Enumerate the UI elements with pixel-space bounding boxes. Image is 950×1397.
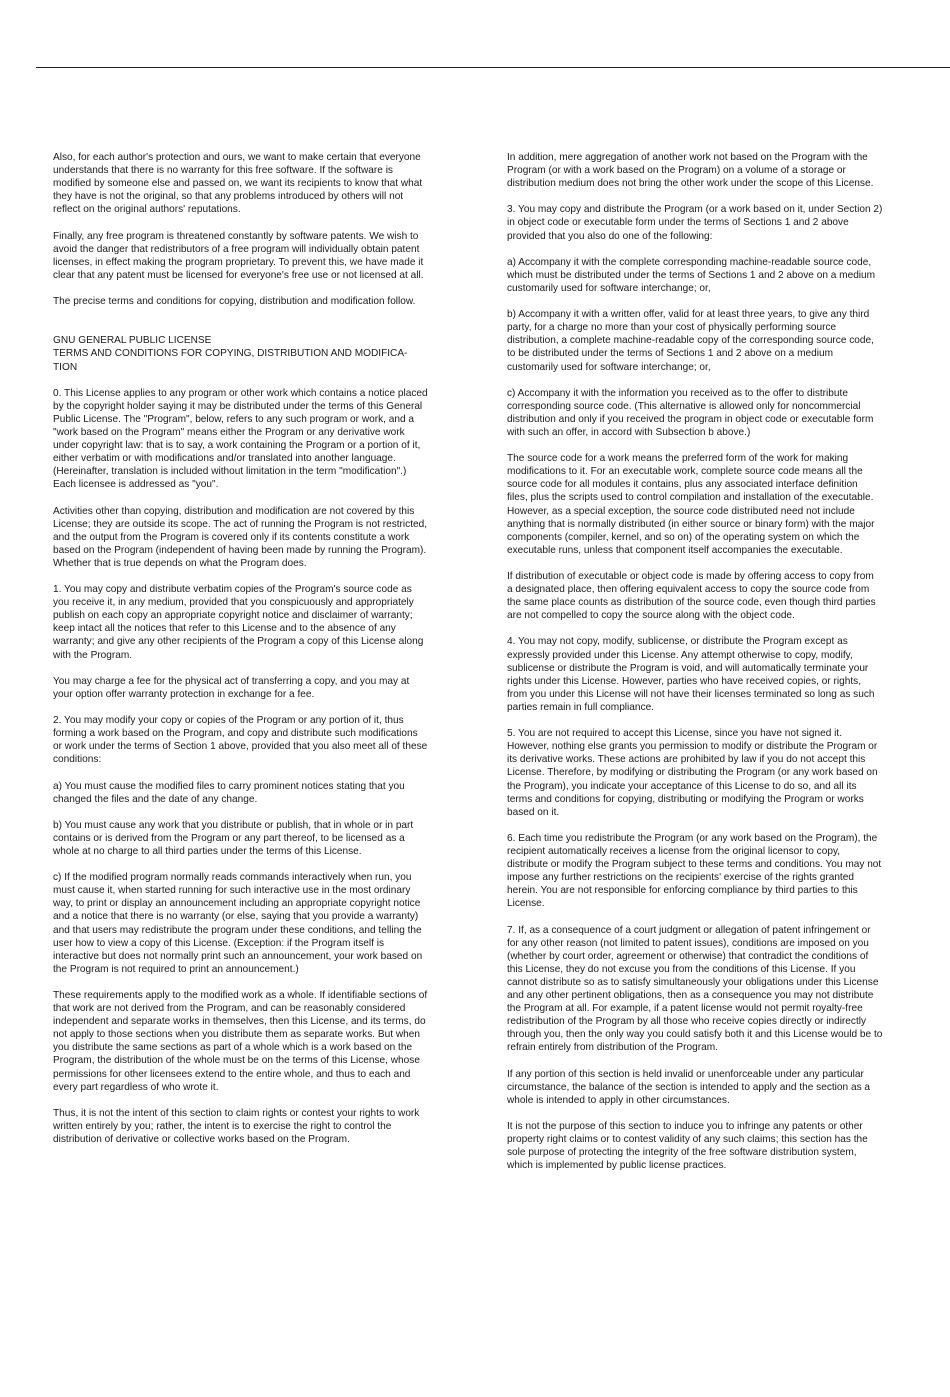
paragraph-section-3a: a) Accompany it with the complete corresponding machine-readable source code, which must be distributed under the terms of Sections 1 and 2 above on a medium customarily used for software interchange; or, (507, 256, 876, 294)
paragraph-invalid-portion: If any portion of this section is held invalid or unenforceable under any particular circumstance, the balance of the section is intended to apply and the section as a whole is intended to apply in other circumstances. (507, 1068, 871, 1106)
paragraph-section-1: 1. You may copy and distribute verbatim copies of the Program's source code as you receive it, in any medium, provided that you conspicuously and appropriately publish on each copy an appropriate copyright notice and disclaimer of warranty; keep intact all the notices that refer to this License and to the absence of any warranty; and give any other recipients of the Program a copy of this License along with the Program. (53, 584, 424, 661)
paragraph-author-protection: Also, for each author's protection and ours, we want to make certain that everyone understands that there is no warranty for this free software. If the software is modified by someone else and passed on, we want its recipients to know that what they have is not the original, so that any problems introduced by others will not reflect on the original authors' reputations. (53, 152, 423, 216)
paragraph-section-0: 0. This License applies to any program or other work which contains a notice placed by the copyright holder saying it may be distributed under the terms of this General Public License. The "Program", below, refers to any such program or work, and a "work based on the Program" means either the Program or any derivative work under copyright law: that is to say, a work containing the Program or a portion of it, either verbatim or with modifications and/or translated into another language. (Hereinafter, translation is included without limitation in the term "modification".) Each licensee is addressed as "you". (53, 387, 428, 491)
paragraph-section-4: 4. You may not copy, modify, sublicense, or distribute the Program except as expressly provided under this License. Any attempt otherwise to copy, modify, sublicense or distribute the Program is void, and will automatically terminate your rights under this License. However, parties who have received copies, or rights, from you under this License will not have their licenses terminated so long as such parties remain in full compliance. (507, 636, 875, 713)
paragraph-distribution-access: If distribution of executable or object code is made by offering access to copy from a designated place, then offering equivalent access to copy the source code from the same place counts as distribution of the source code, even though third parties are not compelled to copy the source along with the object code. (507, 571, 876, 622)
paragraph-section-3c: c) Accompany it with the information you received as to the offer to distribute corresponding source code. (This alternative is allowed only for noncommercial distribution and only if you received the program in object code or executable form with such an offer, in accord with Subsection b above.) (507, 387, 874, 438)
paragraph-precise-terms: The precise terms and conditions for copying, distribution and modification follow. (53, 296, 416, 308)
paragraph-section-3: 3. You may copy and distribute the Program (or a work based on it, under Section 2) in object code or executable form under the terms of Sections 1 and 2 above provided that you also do one of the following: (507, 204, 883, 242)
paragraph-section-3b: b) Accompany it with a written offer, valid for at least three years, to give any third party, for a charge no more than your cost of physically performing source distribution, a complete machine-readable copy of the corresponding source code, to be distributed under the terms of Sections 1 and 2 above on a medium customarily used for software interchange; or, (507, 309, 874, 373)
paragraph-section-2: 2. You may modify your copy or copies of the Program or any portion of it, thus forming a work based on the Program, and copy and distribute such modifications or work under the terms of Section 1 above, provided that you also meet all of these conditions: (53, 715, 428, 766)
paragraph-section-7: 7. If, as a consequence of a court judgment or allegation of patent infringement or for any other reason (not limited to patent issues), conditions are imposed on you (whether by court order, agreement or otherwise) that contradict the conditions of this License, they do not excuse you from the conditions of this License. If you cannot distribute so as to satisfy simultaneously your obligations under this License and any other pertinent obligations, then as a consequence you may not distribute the Program at all. For example, if a patent license would not permit royalty-free redistribution of the Program by all those who receive copies directly or indirectly through you, then the only way you could satisfy both it and this License would be to refrain entirely from distribution of the Program. (507, 924, 883, 1054)
paragraph-section-6: 6. Each time you redistribute the Program (or any work based on the Program), the recipient automatically receives a license from the original licensor to copy, distribute or modify the Program subject to these terms and conditions. You may not impose any further restrictions on the recipients' exercise of the rights granted herein. You are not responsible for enforcing compliance by third parties to this License. (507, 832, 882, 910)
header-rule (36, 67, 950, 68)
paragraph-section-2a: a) You must cause the modified files to carry prominent notices stating that you changed the files and the date of any change. (53, 780, 405, 805)
paragraph-source-code: The source code for a work means the preferred form of the work for making modifications to it. For an executable work, complete source code means all the source code for all modules it contains, plus any associated interface definition files, plus the scripts used to control compilation and installation of the executable. However, as a special exception, the source code distributed need not include anything that is normally distributed (in either source or binary form) with the major components (compiler, kernel, and so on) of the operating system on which the executable runs, unless that component itself accompanies the executable. (507, 453, 875, 556)
paragraph-section-2b: b) You must cause any work that you distribute or publish, that in whole or in part contains or is derived from the Program or any part thereof, to be licensed as a whole at no charge to all third parties under the terms of this License. (53, 819, 414, 857)
paragraph-aggregation: In addition, mere aggregation of another work not based on the Program with the Program (or with a work based on the Program) on a volume of a storage or distribution medium does not bring the other work under the scope of this License. (507, 152, 874, 190)
paragraph-section-2c: c) If the modified program normally reads commands interactively when run, you must cause it, when started running for such interactive use in the most ordinary way, to print or display an announcement including an appropriate copyright notice and a notice that there is no warranty (or else, saying that you provide a warranty) and that users may redistribute the program under these conditions, and telling the user how to view a copy of this License. (Exception: if the Program itself is interactive but does not normally print such an announcement, your work based on the Program is not required to print an announcement.) (53, 872, 423, 975)
paragraph-requirements: These requirements apply to the modified work as a whole. If identifiable sections of that work are not derived from the Program, and can be reasonably considered independent and separate works in themselves, then this License, and its terms, do not apply to those sections when you distribute them as separate works. But when you distribute the same sections as part of a whole which is a work based on the Program, the distribution of the whole must be on the terms of this License, whose permissions for other licensees extend to the entire whole, and thus to each and every part regardless of who wrote it. (53, 990, 428, 1093)
paragraph-software-patents: Finally, any free program is threatened constantly by software patents. We wish to avoid the danger that redistributors of a free program will individually obtain patent licenses, in effect making the program proprietary. To prevent this, we have made it clear that any patent must be licensed for everyone's free use or not licensed at all. (53, 230, 424, 281)
paragraph-section-5: 5. You are not required to accept this License, since you have not signed it. However, nothing else grants you permission to modify or distribute the Program or its derivative works. These actions are prohibited by law if you do not accept this License. Therefore, by modifying or distributing the Program (or any work based on the Program), you indicate your acceptance of this License to do so, and all its terms and conditions for copying, distributing or modifying the Program or works based on it. (507, 728, 878, 818)
right-column (507, 151, 925, 1185)
section-heading-terms: GNU GENERAL PUBLIC LICENSE TERMS AND CONDITIONS FOR COPYING, DISTRIBUTION AND MODIFICA- TION (53, 335, 408, 373)
paragraph-activities: Activities other than copying, distribution and modification are not covered by this License; they are outside its scope. The act of running the Program is not restricted, and the output from the Program is covered only if its contents constitute a work based on the Program (independent of having been made by running the Program). Whether that is true depends on what the Program does. (53, 505, 428, 569)
section-spacer (53, 321, 473, 334)
left-column (53, 151, 473, 1159)
paragraph-fee: You may charge a fee for the physical act of transferring a copy, and you may at your option offer warranty protection in exchange for a fee. (53, 675, 410, 700)
paragraph-intent: Thus, it is not the intent of this section to claim rights or contest your rights to work written entirely by you; rather, the intent is to exercise the right to control the distribution of derivative or collective works based on the Program. (53, 1107, 420, 1146)
paragraph-section-purpose: It is not the purpose of this section to induce you to infringe any patents or other property right claims or to contest validity of any such claims; this section has the sole purpose of protecting the integrity of the free software distribution system, which is implemented by public license practices. (507, 1120, 868, 1172)
